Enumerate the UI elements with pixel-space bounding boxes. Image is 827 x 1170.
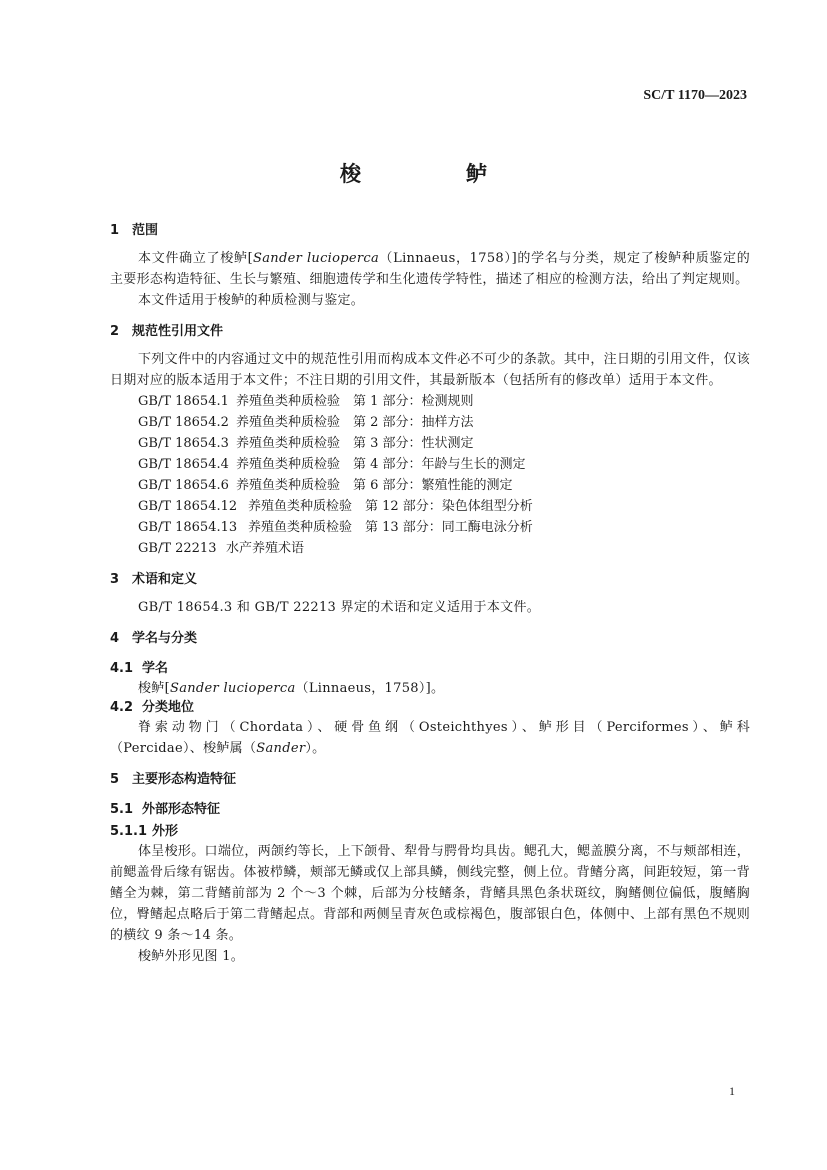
section-title: 主要形态构造特征 [132,772,237,787]
text-run: （Linnaeus，1758）]。 [295,681,445,696]
reference-code: GB/T 18654.12 [138,499,238,514]
reference-code: GB/T 18654.1 [138,394,229,409]
scope-paragraph-2: 本文件适用于梭鲈的种质检测与鉴定。 [138,293,365,308]
subsection-heading-external-morphology [110,801,750,819]
text-run: 本文件确立了梭鲈[ [138,251,254,266]
subsection-title: 外形 [152,824,179,839]
section-heading-terms [110,571,750,589]
reference-code: GB/T 18654.6 [138,478,229,493]
reference-title: 养殖鱼类种质检验 第 12 部分：染色体组型分析 [248,499,533,514]
classification-paragraph [110,717,750,759]
text-run: 梭鲈[ [138,681,170,696]
text-run: （Linnaeus，1758）]的学名与分类，规定了梭鲈种质鉴定的主要形态构造特征、生长与繁殖、细胞遗传学和生化遗传学特性，描述了相应的检测方法，给出了判定规则。 [110,251,750,287]
section-title: 学名与分类 [132,631,198,646]
page-number: 1 [729,1084,735,1098]
document-body [110,222,750,967]
reference-item [110,538,750,559]
subsection-number: 5.1.1 [110,824,148,839]
reference-code: GB/T 22213 [138,541,217,556]
section-number: 2 [110,324,120,339]
subsection-number: 5.1 [110,802,134,817]
scientific-name: Sander [256,741,306,756]
subsection-title: 学名 [142,661,169,676]
text-run: 脊索动物门（Chordata）、硬骨鱼纲（Osteichthyes）、鲈形目（Perciformes）、鲈科（Percidae）、梭鲈属（ [110,720,750,756]
subsection-number: 4.2 [110,700,134,715]
section-heading-morphology [110,771,750,789]
section-heading-nomenclature [110,630,750,648]
reference-item [110,391,750,412]
reference-title: 养殖鱼类种质检验 第 2 部分：抽样方法 [236,415,474,430]
subsection-heading-scientific-name [110,660,750,678]
reference-title: 养殖鱼类种质检验 第 3 部分：性状测定 [236,436,474,451]
subsection-number: 4.1 [110,661,134,676]
scientific-name-paragraph [110,678,750,699]
subsection-heading-body-shape [110,823,750,841]
section-title: 术语和定义 [132,572,198,587]
reference-title: 养殖鱼类种质检验 第 4 部分：年龄与生长的测定 [236,457,526,472]
subsection-title: 分类地位 [142,700,195,715]
reference-code: GB/T 18654.13 [138,520,238,535]
text-run: ）。 [305,741,326,756]
document-title: 梭 鲈 [340,162,529,186]
reference-code: GB/T 18654.4 [138,457,229,472]
reference-item [110,433,750,454]
references-intro-paragraph: 下列文件中的内容通过文中的规范性引用而构成本文件必不可少的条款。其中，注日期的引用文件，仅该日期对应的版本适用于本文件；不注日期的引用文件，其最新版本（包括所有的修改单）适用于本文件。 [110,352,750,388]
section-number: 5 [110,772,120,787]
reference-item [110,412,750,433]
reference-title: 水产养殖术语 [226,541,305,556]
section-number: 3 [110,572,120,587]
subsection-heading-classification [110,699,750,717]
reference-item [110,496,750,517]
section-number: 4 [110,631,120,646]
standard-code: SC/T 1170—2023 [643,88,747,103]
reference-item [110,517,750,538]
body-shape-paragraph: 体呈梭形。口端位，两颌约等长，上下颌骨、犁骨与腭骨均具齿。鳃孔大，鳃盖膜分离，不与颊部相连，前鳃盖骨后缘有锯齿。体被栉鳞，颊部无鳞或仅上部具鳞，侧线完整，侧上位。背鳍分离，间距较短，第一背鳍全为棘，第二背鳍前部为 2 个～3 个棘，后部为分枝鳍条，背鳍具黑色条状斑纹，胸鳍侧位偏低，腹鳍胸位，臀鳍起点略后于第二背鳍起点。背部和两侧呈青灰色或棕褐色，腹部银白色，体侧中、上部有黑色不规则的横纹 9 条～14 条。 [110,844,750,943]
reference-item [110,475,750,496]
section-heading-scope [110,222,750,240]
terms-paragraph: GB/T 18654.3 和 GB/T 22213 界定的术语和定义适用于本文件。 [138,600,541,615]
figure-reference-paragraph: 梭鲈外形见图 1。 [138,949,245,964]
section-title: 规范性引用文件 [132,324,224,339]
subsection-title: 外部形态特征 [142,802,221,817]
reference-code: GB/T 18654.2 [138,415,229,430]
reference-title: 养殖鱼类种质检验 第 1 部分：检测规则 [236,394,474,409]
scope-paragraph-1 [110,248,750,290]
scientific-name: Sander lucioperca [253,251,380,266]
section-number: 1 [110,223,120,238]
reference-title: 养殖鱼类种质检验 第 13 部分：同工酶电泳分析 [248,520,533,535]
scientific-name: Sander lucioperca [169,681,296,696]
section-title: 范围 [132,223,159,238]
reference-code: GB/T 18654.3 [138,436,229,451]
reference-title: 养殖鱼类种质检验 第 6 部分：繁殖性能的测定 [236,478,513,493]
reference-item [110,454,750,475]
section-heading-normative-references [110,323,750,341]
